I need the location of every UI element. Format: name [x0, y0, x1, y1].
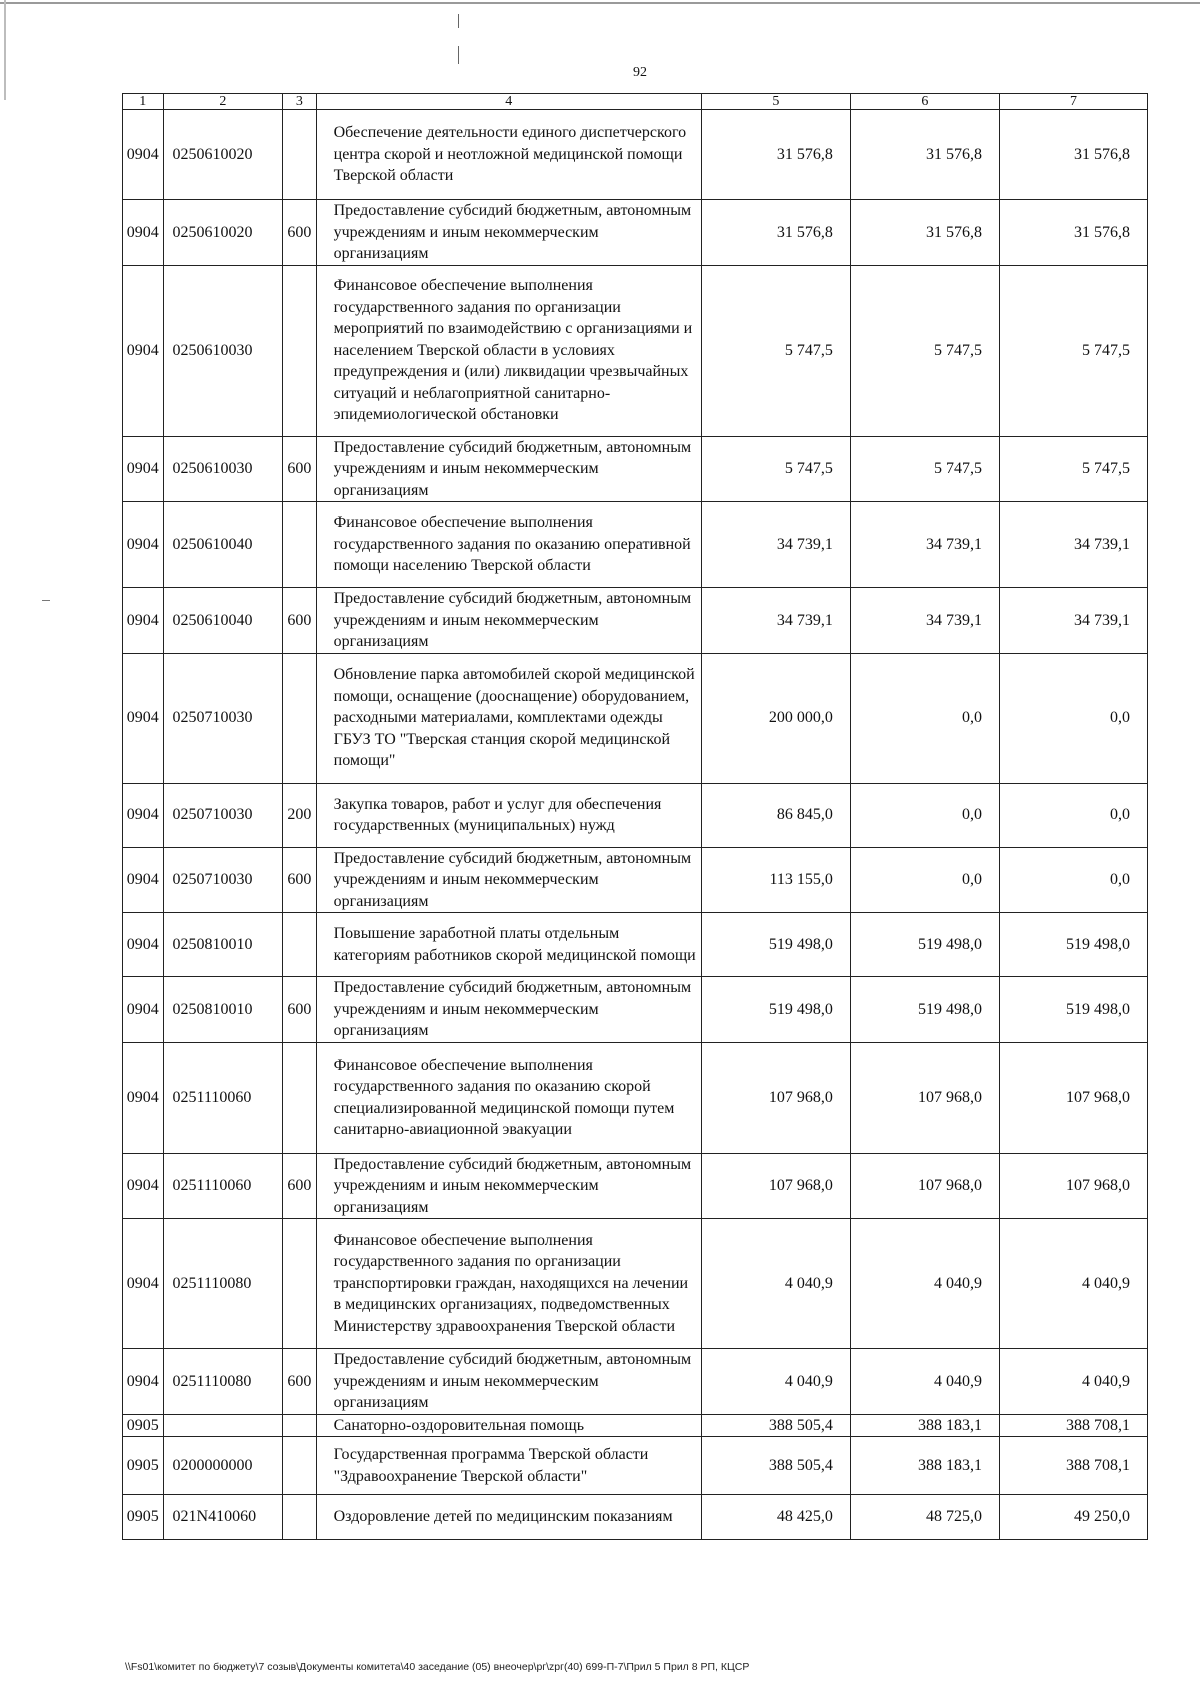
- amount-col-5: 4 040,9: [701, 1219, 850, 1349]
- amount-col-7: 0,0: [999, 847, 1147, 913]
- amount-col-5: 31 576,8: [701, 200, 850, 266]
- amount-col-5: 388 505,4: [701, 1414, 850, 1437]
- amount-col-5: 113 155,0: [701, 847, 850, 913]
- expense-type-code: [283, 1437, 316, 1495]
- column-header: 4: [316, 94, 701, 110]
- amount-col-6: 0,0: [850, 847, 999, 913]
- expense-type-code: [283, 265, 316, 436]
- amount-col-6: 107 968,0: [850, 1153, 999, 1219]
- amount-col-5: 388 505,4: [701, 1437, 850, 1495]
- table-row: [123, 1153, 1148, 1219]
- column-header: 5: [701, 94, 850, 110]
- amount-col-5: 86 845,0: [701, 783, 850, 847]
- amount-col-6: 107 968,0: [850, 1042, 999, 1153]
- target-article-code: 0250810010: [163, 913, 283, 977]
- target-article-code: 0250610020: [163, 200, 283, 266]
- section-code: 0905: [123, 1414, 164, 1437]
- amount-col-6: 388 183,1: [850, 1414, 999, 1437]
- table-row: [123, 265, 1148, 436]
- item-name: Предоставление субсидий бюджетным, автономным учреждениям и иным некоммерческим организациям: [316, 977, 701, 1043]
- amount-col-5: 107 968,0: [701, 1153, 850, 1219]
- amount-col-7: 5 747,5: [999, 436, 1147, 502]
- item-name: Финансовое обеспечение выполнения государственного задания по организации транспортировки граждан, находящихся на лечении в медицинских организациях, подведомственных Министерству здравоохранения Тверской области: [316, 1219, 701, 1349]
- column-header: 1: [123, 94, 164, 110]
- column-header: 6: [850, 94, 999, 110]
- table-row: [123, 1495, 1148, 1540]
- table-row: [123, 502, 1148, 588]
- page-number: 92: [633, 65, 647, 80]
- item-name: Оздоровление детей по медицинским показаниям: [316, 1495, 701, 1540]
- table-row: [123, 436, 1148, 502]
- amount-col-7: 519 498,0: [999, 977, 1147, 1043]
- table-row: [123, 847, 1148, 913]
- amount-col-7: 31 576,8: [999, 200, 1147, 266]
- section-code: 0904: [123, 588, 164, 654]
- amount-col-5: 34 739,1: [701, 588, 850, 654]
- section-code: 0904: [123, 913, 164, 977]
- target-article-code: 0251110080: [163, 1219, 283, 1349]
- amount-col-5: 107 968,0: [701, 1042, 850, 1153]
- target-article-code: 0250810010: [163, 977, 283, 1043]
- amount-col-6: 31 576,8: [850, 110, 999, 200]
- section-code: 0904: [123, 436, 164, 502]
- expense-type-code: [283, 653, 316, 783]
- amount-col-6: 388 183,1: [850, 1437, 999, 1495]
- section-code: 0904: [123, 200, 164, 266]
- expense-type-code: 600: [283, 588, 316, 654]
- table-row: [123, 1042, 1148, 1153]
- amount-col-7: 4 040,9: [999, 1219, 1147, 1349]
- item-name: Санаторно-оздоровительная помощь: [316, 1414, 701, 1437]
- target-article-code: 0250710030: [163, 783, 283, 847]
- item-name: Предоставление субсидий бюджетным, автономным учреждениям и иным некоммерческим организациям: [316, 1349, 701, 1415]
- amount-col-7: 49 250,0: [999, 1495, 1147, 1540]
- amount-col-7: 388 708,1: [999, 1414, 1147, 1437]
- target-article-code: 0251110080: [163, 1349, 283, 1415]
- amount-col-7: 107 968,0: [999, 1042, 1147, 1153]
- amount-col-6: 519 498,0: [850, 977, 999, 1043]
- amount-col-6: 0,0: [850, 783, 999, 847]
- amount-col-7: 34 739,1: [999, 588, 1147, 654]
- section-code: 0904: [123, 653, 164, 783]
- amount-col-6: 4 040,9: [850, 1349, 999, 1415]
- footer-file-path: \\Fs01\комитет по бюджету\7 созыв\Документы комитета\40 заседание (05) внеочер\рг\zрг(40) 699-П-7\Прил 5 Прил 8 РП, КЦСР: [125, 1661, 750, 1673]
- amount-col-5: 200 000,0: [701, 653, 850, 783]
- item-name: Предоставление субсидий бюджетным, автономным учреждениям и иным некоммерческим организациям: [316, 588, 701, 654]
- expense-type-code: 200: [283, 783, 316, 847]
- target-article-code: 0200000000: [163, 1437, 283, 1495]
- section-code: 0904: [123, 783, 164, 847]
- amount-col-6: 519 498,0: [850, 913, 999, 977]
- table-row: [123, 653, 1148, 783]
- expense-type-code: [283, 1219, 316, 1349]
- item-name: Обновление парка автомобилей скорой медицинской помощи, оснащение (дооснащение) оборудованием, расходными материалами, комплектами одежды ГБУЗ ТО "Тверская станция скорой медицинской помощи": [316, 653, 701, 783]
- target-article-code: [163, 1414, 283, 1437]
- section-code: 0905: [123, 1495, 164, 1540]
- amount-col-6: 31 576,8: [850, 200, 999, 266]
- amount-col-7: 0,0: [999, 783, 1147, 847]
- item-name: Предоставление субсидий бюджетным, автономным учреждениям и иным некоммерческим организациям: [316, 436, 701, 502]
- fold-mark: [458, 14, 459, 28]
- item-name: Предоставление субсидий бюджетным, автономным учреждениям и иным некоммерческим организациям: [316, 1153, 701, 1219]
- column-header: 7: [999, 94, 1147, 110]
- expense-type-code: [283, 110, 316, 200]
- target-article-code: 0250610030: [163, 265, 283, 436]
- scan-mark: [42, 600, 50, 601]
- expense-type-code: 600: [283, 847, 316, 913]
- amount-col-5: 31 576,8: [701, 110, 850, 200]
- amount-col-7: 0,0: [999, 653, 1147, 783]
- expense-type-code: 600: [283, 977, 316, 1043]
- amount-col-7: 34 739,1: [999, 502, 1147, 588]
- amount-col-5: 48 425,0: [701, 1495, 850, 1540]
- amount-col-6: 5 747,5: [850, 436, 999, 502]
- section-code: 0904: [123, 1219, 164, 1349]
- section-code: 0904: [123, 110, 164, 200]
- expense-type-code: [283, 1414, 316, 1437]
- expense-type-code: [283, 1042, 316, 1153]
- column-header: 3: [283, 94, 316, 110]
- amount-col-6: 34 739,1: [850, 502, 999, 588]
- amount-col-6: 48 725,0: [850, 1495, 999, 1540]
- budget-table: [122, 93, 1148, 1540]
- target-article-code: 0251110060: [163, 1153, 283, 1219]
- amount-col-6: 34 739,1: [850, 588, 999, 654]
- amount-col-7: 31 576,8: [999, 110, 1147, 200]
- section-code: 0904: [123, 847, 164, 913]
- scan-edge-top: [0, 2, 1200, 4]
- item-name: Предоставление субсидий бюджетным, автономным учреждениям и иным некоммерческим организациям: [316, 847, 701, 913]
- table-row: [123, 783, 1148, 847]
- target-article-code: 0250610040: [163, 502, 283, 588]
- amount-col-7: 5 747,5: [999, 265, 1147, 436]
- target-article-code: 021N410060: [163, 1495, 283, 1540]
- section-code: 0904: [123, 265, 164, 436]
- target-article-code: 0250610040: [163, 588, 283, 654]
- item-name: Обеспечение деятельности единого диспетчерского центра скорой и неотложной медицинской помощи Тверской области: [316, 110, 701, 200]
- item-name: Финансовое обеспечение выполнения государственного задания по оказанию оперативной помощи населению Тверской области: [316, 502, 701, 588]
- amount-col-5: 34 739,1: [701, 502, 850, 588]
- section-code: 0904: [123, 1153, 164, 1219]
- column-header: 2: [163, 94, 283, 110]
- amount-col-7: 519 498,0: [999, 913, 1147, 977]
- item-name: Финансовое обеспечение выполнения государственного задания по организации мероприятий по взаимодействию с организациями и населением Тверской области в условиях предупреждения и (или) ликвидации чрезвычайных ситуаций и неблагоприятной санитарно-эпидемиологической обстановки: [316, 265, 701, 436]
- table-row: [123, 977, 1148, 1043]
- table-header-row: [123, 94, 1148, 110]
- expense-type-code: 600: [283, 200, 316, 266]
- section-code: 0904: [123, 502, 164, 588]
- target-article-code: 0250610020: [163, 110, 283, 200]
- amount-col-6: 4 040,9: [850, 1219, 999, 1349]
- table-row: [123, 1349, 1148, 1415]
- table-row: [123, 1437, 1148, 1495]
- amount-col-5: 519 498,0: [701, 977, 850, 1043]
- amount-col-5: 519 498,0: [701, 913, 850, 977]
- fold-mark: [458, 46, 459, 64]
- section-code: 0904: [123, 1042, 164, 1153]
- amount-col-5: 5 747,5: [701, 436, 850, 502]
- amount-col-7: 107 968,0: [999, 1153, 1147, 1219]
- expense-type-code: 600: [283, 1153, 316, 1219]
- table-row: [123, 913, 1148, 977]
- target-article-code: 0250710030: [163, 653, 283, 783]
- table-row: [123, 1219, 1148, 1349]
- item-name: Повышение заработной платы отдельным категориям работников скорой медицинской помощи: [316, 913, 701, 977]
- amount-col-6: 0,0: [850, 653, 999, 783]
- table-row: [123, 1414, 1148, 1437]
- expense-type-code: [283, 913, 316, 977]
- amount-col-6: 5 747,5: [850, 265, 999, 436]
- amount-col-5: 5 747,5: [701, 265, 850, 436]
- target-article-code: 0250610030: [163, 436, 283, 502]
- section-code: 0904: [123, 1349, 164, 1415]
- item-name: Государственная программа Тверской области "Здравоохранение Тверской области": [316, 1437, 701, 1495]
- section-code: 0904: [123, 977, 164, 1043]
- amount-col-5: 4 040,9: [701, 1349, 850, 1415]
- item-name: Закупка товаров, работ и услуг для обеспечения государственных (муниципальных) нужд: [316, 783, 701, 847]
- item-name: Финансовое обеспечение выполнения государственного задания по оказанию скорой специализированной медицинской помощи путем санитарно-авиационной эвакуации: [316, 1042, 701, 1153]
- target-article-code: 0251110060: [163, 1042, 283, 1153]
- expense-type-code: [283, 1495, 316, 1540]
- expense-type-code: [283, 502, 316, 588]
- section-code: 0905: [123, 1437, 164, 1495]
- table-row: [123, 588, 1148, 654]
- expense-type-code: 600: [283, 1349, 316, 1415]
- item-name: Предоставление субсидий бюджетным, автономным учреждениям и иным некоммерческим организациям: [316, 200, 701, 266]
- target-article-code: 0250710030: [163, 847, 283, 913]
- scan-edge-left: [4, 0, 6, 100]
- table-row: [123, 110, 1148, 200]
- amount-col-7: 4 040,9: [999, 1349, 1147, 1415]
- table-row: [123, 200, 1148, 266]
- amount-col-7: 388 708,1: [999, 1437, 1147, 1495]
- expense-type-code: 600: [283, 436, 316, 502]
